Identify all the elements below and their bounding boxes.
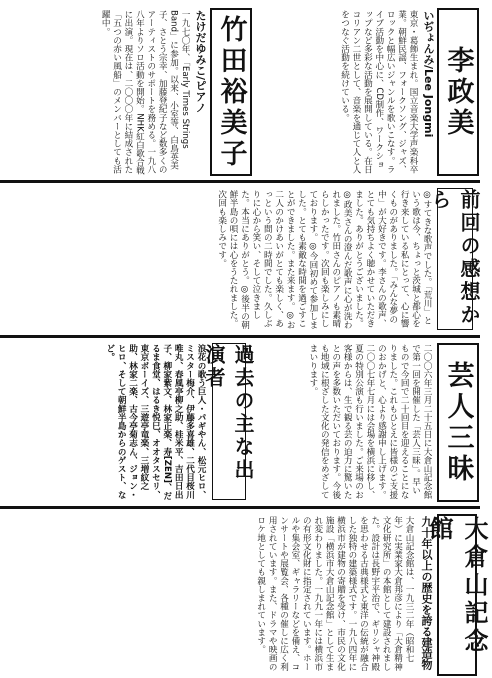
title-geinin-zanmai: 芸人三昧 bbox=[437, 343, 479, 502]
geinin-zanmai-text: 二〇〇六年三月二十五日に大倉山記念館で第一回を開催した「芸人三昧」。早いもので今回で二十回目を迎えることになりました。これもひとえに皆様のご支援のおかげと、心より感謝申し上げます。二〇〇七年七月には会場を横浜に移し、夏の特別公演も行いました。ご来場のお客様からは、生で観る芸の迫力に驚いたとの声を多数いただいております。今後も地域に根ざした文化の発信をめざしてまいります。 bbox=[307, 344, 432, 499]
title-lee-jongmi: 李政美 bbox=[437, 8, 479, 176]
okurayama-text: 大倉山記念館は、一九三二年（昭和七年）に実業家大倉邦彦により「大倉精神文化研究所」の本館として建設されました。設計は長野宇平治で、ギリシャ神殿を思わせる古典様式と東洋の伝統が融合した独特の建築様式です。一九八四年に横浜市が建物の寄贈を受け、市民の文化施設「横浜市大倉山記念館」として生まれ変わりました。一九九一年には横浜市の有形文化財に指定されています。ホールや集会室、ギャラリーなどを備え、コンサートや展覧会、各種の催しに広く利用されています。また、ドラマや映画のロケ地としても親しまれています。 bbox=[255, 516, 414, 671]
lee-jongmi-reading: いぢょんみ/Lee Jongmi bbox=[422, 10, 435, 138]
takeda-yumiko-bio: 一九七〇年、「Early Times Strings Band」に参加。以来、小室等、白鳥英美子、さとう宗幸、加藤登紀子など数多くのアーティストのサポートを務める。一九八八年よりソロ活動を開始。NHK紅白歌合戦に出演。現在は、二〇〇〇年に結成された「五つの赤い風船」のメンバーとしても活躍中。 bbox=[100, 10, 190, 175]
impressions-text: ◎すてきな歌声でした。「荒川」という歌は今、ちょっと茨城と都心を行き来している私にとって、心に響くものがありました。「みんな夢の中」が大好きです。李さんの歌声、とても気持ちよく聴かせていただきました。ありがとうございました。◎政美さんの澄んだ歌声に心が洗われました。竹田さんのピアノも素晴らしかったです。次回も楽しみにしております。◎今回初めて参加しました。とても素敵な時間を過ごすことができました。また来ます。◎お二人のかけあいがとても楽しく、あっという間の二時間でした。久しぶりに心から笑い、そして泣きました。本当にありがとう。◎後半の朝鮮半島の唄には心をうたれました。次回も楽しみです。 bbox=[216, 190, 432, 329]
title-okurayama-hall: 大倉山記念館 bbox=[437, 514, 477, 676]
title-past-performers: 過去の主な出演者 bbox=[212, 343, 246, 500]
title-impressions: 前回の感想から bbox=[437, 188, 473, 330]
section-divider-1 bbox=[0, 180, 480, 183]
section-divider-3 bbox=[0, 506, 480, 509]
section-divider-2 bbox=[0, 335, 480, 338]
takeda-yumiko-role: たけだゆみこ/ピアノ bbox=[194, 10, 207, 114]
title-takeda-yumiko: 竹田裕美子 bbox=[210, 8, 252, 176]
okurayama-subtitle: 九十年以上の歴史を誇る建造物 bbox=[420, 516, 433, 670]
lee-jongmi-bio: 東京・葛飾生まれ。国立音楽大学声楽科卒業。朝鮮民謡、フォークソング、ジャズ、ロックと幅広いジャンルを歌いこなす。ライブ活動を中心に、CD制作、ワークショップなど多彩な活動を展開している。在日コリアン二世として、音楽を通じて人と人をつなぐ活動を続けている。 bbox=[339, 10, 418, 174]
past-performers-list: 浪花の歌う巨人・パギやん、松元ヒロ、ミスター梅介、伊藤多喜雄、二代目桜川唯丸、春風亭柳之助、桂米平、吉田日出子、柳家紫文、林家正楽、寿[ZEN]、だるま食堂、はるき悦巳、オオタスセリ、東京ボーイズ、三遊亭竜楽、三増紋之助、林家二楽、古今亭菊志ん、ジョン・ヒロ、そして朝鮮半島からのゲスト、など。 bbox=[104, 344, 206, 501]
